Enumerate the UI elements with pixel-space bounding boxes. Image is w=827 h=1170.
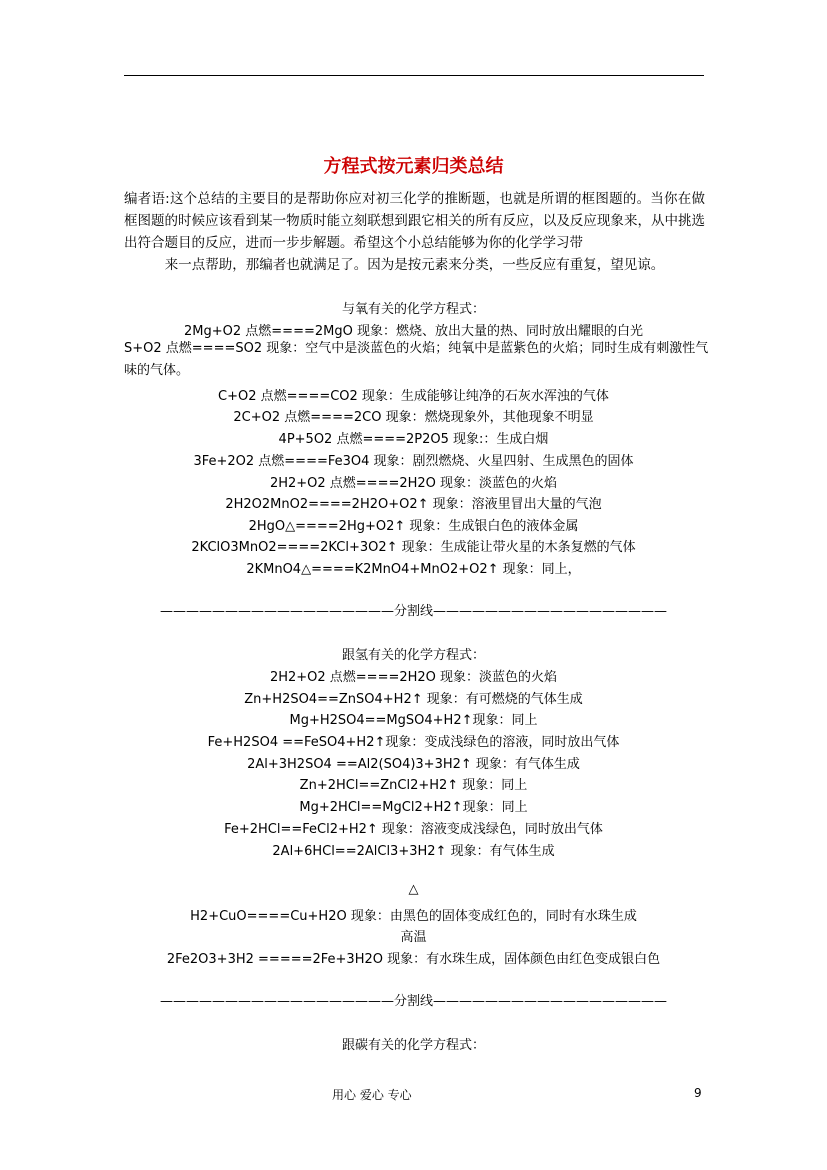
equation-line: 2KClO3MnO2====2KCl+3O2↑ 现象：生成能让带火星的木条复燃的气体 [191, 540, 636, 555]
equation-line: Zn+H2SO4==ZnSO4+H2↑ 现象：有可燃烧的气体生成 [244, 692, 583, 707]
section-separator: ——————————————————分割线—————————————————— [159, 604, 667, 619]
equation-line: 2Al+3H2SO4 ==Al2(SO4)3+3H2↑ 现象：有气体生成 [247, 757, 580, 772]
equation-line: 2H2O2MnO2====2H2O+O2↑ 现象：溶液里冒出大量的气泡 [225, 497, 602, 512]
hydrogen-heading: 跟氢有关的化学方程式： [341, 648, 485, 663]
equation-line: S+O2 点燃====SO2 现象：空气中是淡蓝色的火焰；纯氧中是蓝紫色的火焰；同时生成有刺激性气味的气体。 [124, 341, 709, 378]
section-separator: ——————————————————分割线—————————————————— [159, 994, 667, 1009]
equation-line: Mg+2HCl==MgCl2+H2↑现象：同上 [299, 800, 528, 815]
oxygen-heading: 与氧有关的化学方程式： [341, 302, 485, 317]
document-title: 方程式按元素归类总结 [323, 156, 504, 177]
page-number: 9 [694, 1086, 702, 1100]
equation-line: 2Fe2O3+3H2 =====2Fe+3H2O 现象：有水珠生成，固体颜色由红色变成银白色 [166, 952, 661, 967]
equation-line: 4P+5O2 点燃====2P2O5 现象:：生成白烟 [278, 432, 549, 447]
intro-text-last: 来一点帮助，那编者也就满足了。因为是按元素来分类，一些反应有重复，望见谅。 [164, 257, 665, 273]
reaction-condition: 高温 [400, 930, 427, 945]
equation-line: 2H2+O2 点燃====2H2O 现象：淡蓝色的火焰 [269, 670, 558, 685]
equation-line: 3Fe+2O2 点燃====Fe3O4 现象：剧烈燃烧、火星四射、生成黑色的固体 [193, 454, 634, 469]
footer-motto: 用心 爱心 专心 [332, 1088, 412, 1102]
equation-line: Fe+2HCl==FeCl2+H2↑ 现象：溶液变成浅绿色，同时放出气体 [224, 822, 603, 837]
intro-text: 编者语:这个总结的主要目的是帮助你应对初三化学的推断题，也就是所谓的框图题的。当你在做框图题的时候应该看到某一物质时能立刻联想到跟它相关的所有反应，以及反应现象来，从中挑选出符合题目的反应，进而一步步解题。希望这个小总结能够为你的化学学习带 [124, 191, 705, 251]
equation-line: 2H2+O2 点燃====2H2O 现象：淡蓝色的火焰 [269, 476, 558, 491]
reaction-condition: △ [408, 882, 419, 897]
equation-line: Zn+2HCl==ZnCl2+H2↑ 现象：同上 [299, 778, 528, 793]
equation-line: 2Mg+O2 点燃====2MgO 现象：燃烧、放出大量的热、同时放出耀眼的白光 [184, 324, 643, 339]
carbon-heading: 跟碳有关的化学方程式： [341, 1038, 485, 1053]
header-rule [124, 75, 704, 76]
equation-line: H2+CuO====Cu+H2O 现象：由黑色的固体变成红色的，同时有水珠生成 [190, 909, 637, 924]
equation-line: 2KMnO4△====K2MnO4+MnO2+O2↑ 现象：同上， [246, 562, 581, 577]
intro-paragraph [124, 188, 705, 276]
equation-line: 2C+O2 点燃====2CO 现象：燃烧现象外，其他现象不明显 [233, 410, 594, 425]
equation-line: Fe+H2SO4 ==FeSO4+H2↑现象：变成浅绿色的溶液，同时放出气体 [207, 735, 620, 750]
equation-line: C+O2 点燃====CO2 现象：生成能够让纯净的石灰水浑浊的气体 [218, 389, 609, 404]
equation-line: 2HgO△====2Hg+O2↑ 现象：生成银白色的液体金属 [248, 519, 579, 534]
equation-line: Mg+H2SO4==MgSO4+H2↑现象：同上 [289, 713, 538, 728]
equation-line: 2Al+6HCl==2AlCl3+3H2↑ 现象：有气体生成 [272, 844, 555, 859]
